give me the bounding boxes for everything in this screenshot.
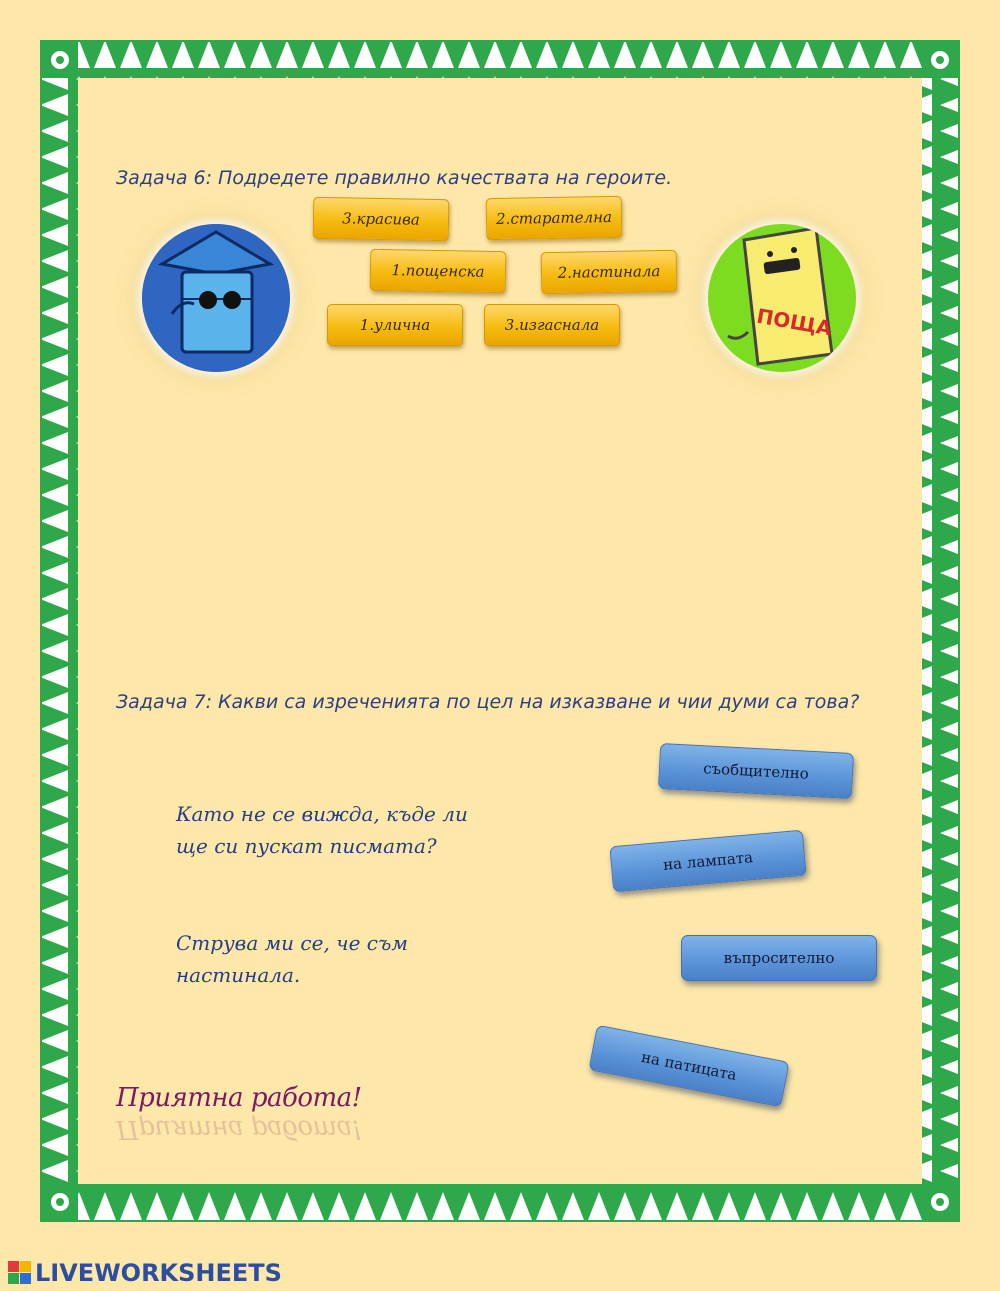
drag-chip-ulichna[interactable]: 1.улична bbox=[327, 304, 463, 346]
closing-message: Приятна работа! bbox=[116, 1083, 362, 1113]
postbox-character-image bbox=[708, 224, 856, 372]
closing-message-reflection: Приятна работа! bbox=[116, 1114, 362, 1144]
drag-chip-poshtenska[interactable]: 1.пощенска bbox=[370, 249, 507, 293]
drag-chip-vaprositelno[interactable]: въпросително bbox=[681, 935, 877, 981]
drag-chip-saobshtitelno[interactable]: съобщително bbox=[658, 743, 854, 799]
drag-chip-staratelna[interactable]: 2.старателна bbox=[486, 196, 623, 240]
drag-chip-nastinala[interactable]: 2.настинала bbox=[541, 250, 678, 294]
sentence-1 bbox=[176, 798, 506, 862]
task-7-title: Задача 7: Какви са изреченията по цел на изказване и чии думи са това? bbox=[116, 691, 860, 713]
drag-chip-izgasnala[interactable]: 3.изгаснала bbox=[484, 304, 620, 346]
drag-chip-na-paticata[interactable]: на патицата bbox=[588, 1025, 789, 1108]
sentence-2-line-2: настинала. bbox=[176, 963, 301, 987]
drag-chip-na-lampata[interactable]: на лампата bbox=[609, 830, 806, 893]
sentence-2 bbox=[176, 927, 506, 991]
drag-chip-krasiva[interactable]: 3.красива bbox=[313, 197, 450, 241]
liveworksheets-logo bbox=[8, 1259, 282, 1287]
postbox-label: ПОЩА bbox=[754, 303, 834, 341]
sentence-1-line-2: ще си пускат писмата? bbox=[176, 834, 437, 858]
liveworksheets-brand: LIVEWORKSHEETS bbox=[35, 1259, 282, 1287]
task-6-title: Задача 6: Подредете правилно качествата на героите. bbox=[116, 167, 673, 189]
liveworksheets-icon bbox=[8, 1261, 32, 1285]
lamp-character-image bbox=[142, 224, 290, 372]
sentence-2-line-1: Струва ми се, че съм bbox=[176, 931, 408, 955]
sentence-1-line-1: Като не се вижда, къде ли bbox=[176, 802, 468, 826]
